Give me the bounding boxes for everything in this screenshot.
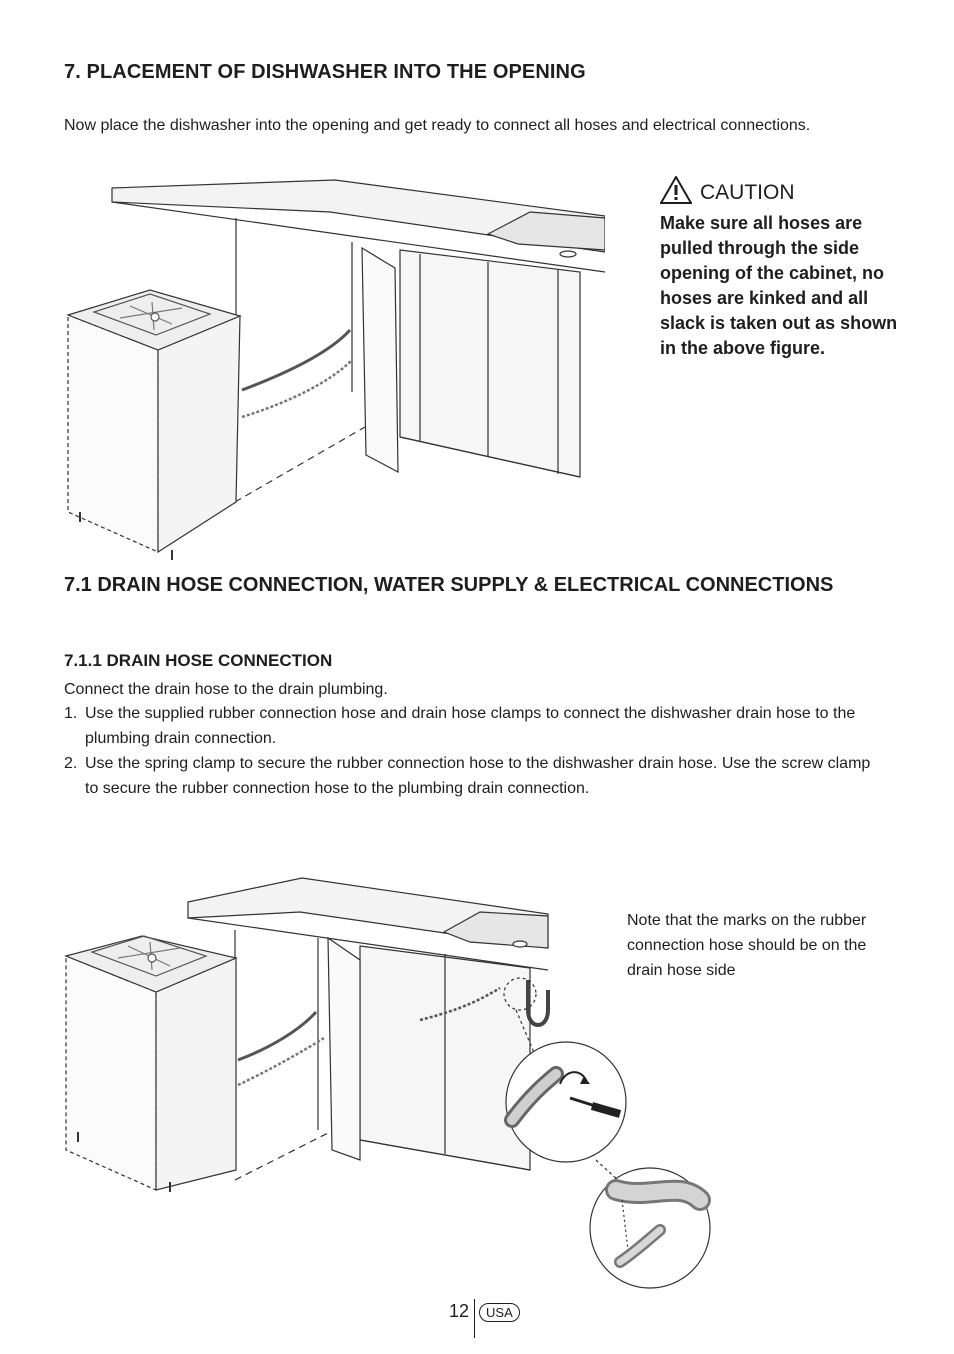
caution-note	[660, 176, 900, 361]
step-item	[64, 701, 884, 751]
section-7-heading: 7. PLACEMENT OF DISHWASHER INTO THE OPENING	[64, 61, 586, 83]
page-number: 12	[449, 1301, 470, 1321]
drain-hose-steps	[64, 701, 884, 801]
section-7-1-1-heading: 7.1.1 DRAIN HOSE CONNECTION	[64, 651, 333, 670]
section-7-1-heading: 7.1 DRAIN HOSE CONNECTION, WATER SUPPLY & ELECTRICAL CONNECTIONS	[64, 574, 834, 596]
figure-drain-hose-connection	[60, 870, 720, 1295]
section-7-1-1-intro: Connect the drain hose to the drain plumbing.	[64, 681, 388, 698]
section-7-intro: Now place the dishwasher into the opening and get ready to connect all hoses and electrical connections.	[64, 117, 811, 134]
step-number: 1.	[64, 705, 78, 722]
caution-text: Make sure all hoses are pulled through the side opening of the cabinet, no hoses are kinked and all slack is taken out as shown in the above figure.	[660, 213, 898, 358]
page-footer	[449, 1299, 520, 1339]
region-badge: USA	[479, 1303, 520, 1322]
step-text: Use the spring clamp to secure the rubber connection hose to the dishwasher drain hose. Use the screw clamp to secure the rubber connection hose to the plumbing drain connection.	[85, 755, 871, 797]
caution-label: CAUTION	[700, 181, 795, 204]
step-number: 2.	[64, 755, 78, 772]
step-text: Use the supplied rubber connection hose and drain hose clamps to connect the dishwasher drain hose to the plumbing drain connection.	[85, 705, 856, 747]
footer-divider	[474, 1299, 475, 1338]
hose-marks-note: Note that the marks on the rubber connection hose should be on the drain hose side	[627, 912, 867, 979]
warning-triangle-icon	[660, 176, 692, 210]
figure-dishwasher-placement	[60, 172, 605, 562]
step-item	[64, 751, 884, 801]
